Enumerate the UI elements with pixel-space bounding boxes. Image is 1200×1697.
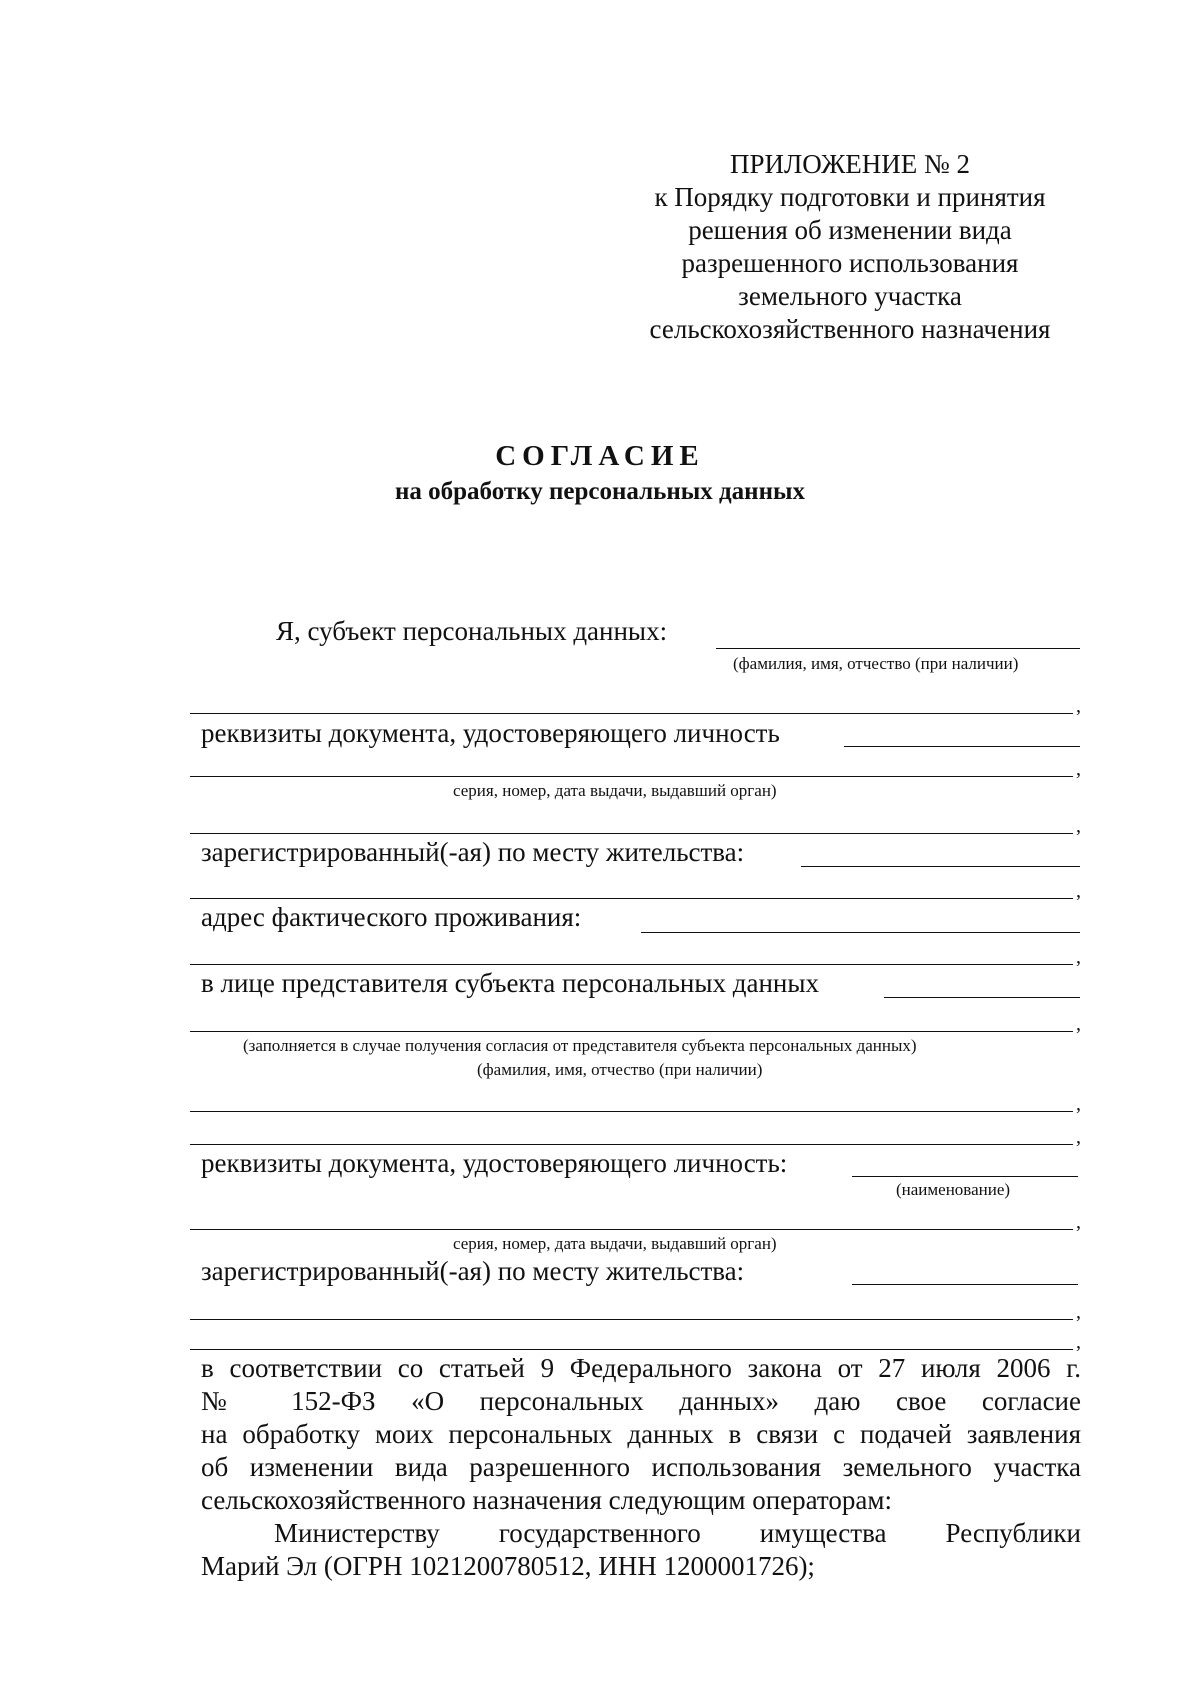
representative-field-line (884, 997, 1080, 998)
rep-doc-hint: серия, номер, дата выдачи, выдавший орган) (453, 1234, 777, 1253)
line-comma: , (1076, 758, 1081, 780)
doc-label: реквизиты документа, удостоверяющего личность (201, 718, 780, 748)
blank-line (190, 964, 1073, 965)
appendix-line: сельскохозяйственного назначения (649, 314, 1051, 344)
line-comma: , (1076, 695, 1081, 717)
rep-doc-name-hint: (наименование) (896, 1180, 1011, 1199)
blank-line (190, 1349, 1073, 1350)
paragraph-line: в соответствии со статьей 9 Федерального закона от 27 июля 2006 г. (201, 1353, 1081, 1383)
blank-line (190, 776, 1073, 777)
line-comma: , (1076, 1211, 1081, 1233)
paragraph-line: на обработку моих персональных данных в связи с подачей заявления (201, 1419, 1081, 1449)
blank-line (190, 833, 1073, 834)
line-comma: , (1076, 1126, 1081, 1148)
rep-doc-label: реквизиты документа, удостоверяющего личность: (201, 1148, 788, 1178)
blank-line (190, 898, 1073, 899)
appendix-number: ПРИЛОЖЕНИЕ № 2 (729, 149, 971, 179)
document-title: СОГЛАСИЕ (495, 440, 705, 472)
doc-field-line (844, 746, 1080, 747)
appendix-line: решения об изменении вида (688, 215, 1012, 245)
doc-hint: серия, номер, дата выдачи, выдавший орган) (453, 781, 777, 800)
appendix-line: земельного участка (738, 281, 962, 311)
representative-fio-hint: (фамилия, имя, отчество (при наличии) (477, 1060, 763, 1079)
rep-registered-label: зарегистрированный(-ая) по месту жительства: (201, 1256, 745, 1286)
line-comma: , (1076, 1093, 1081, 1115)
line-comma: , (1076, 946, 1081, 968)
blank-line (190, 1031, 1073, 1032)
line-comma: , (1076, 1331, 1081, 1353)
representative-label: в лице представителя субъекта персональных данных (201, 968, 820, 998)
line-comma: , (1076, 1301, 1081, 1323)
blank-line (190, 1319, 1073, 1320)
rep-doc-field-line (852, 1176, 1078, 1177)
fio-field-line (716, 648, 1080, 649)
blank-line (190, 1144, 1073, 1145)
paragraph-line: сельскохозяйственного назначения следующим операторам: (201, 1485, 892, 1515)
document-subtitle: на обработку персональных данных (395, 478, 805, 505)
actual-address-field-line (641, 932, 1080, 933)
appendix-header (620, 148, 1080, 346)
operator-line: Министерству государственного имущества Республики (274, 1518, 1081, 1548)
registered-label: зарегистрированный(-ая) по месту жительства: (201, 837, 745, 867)
blank-line (190, 713, 1073, 714)
appendix-line: к Порядку подготовки и принятия (654, 182, 1046, 212)
rep-registered-field-line (852, 1284, 1078, 1285)
line-comma: , (1076, 815, 1081, 837)
registered-field-line (801, 866, 1080, 867)
line-comma: , (1076, 1013, 1081, 1035)
representative-hint: (заполняется в случае получения согласия от представителя субъекта персональных данных) (243, 1036, 917, 1055)
line-comma: , (1076, 880, 1081, 902)
blank-line (190, 1229, 1073, 1230)
subject-label: Я, субъект персональных данных: (276, 616, 668, 646)
blank-line (190, 1111, 1073, 1112)
paragraph-line: об изменении вида разрешенного использования земельного участка (201, 1452, 1081, 1482)
fio-hint: (фамилия, имя, отчество (при наличии) (733, 654, 1019, 673)
appendix-line: разрешенного использования (681, 248, 1019, 278)
operator-line: Марий Эл (ОГРН 1021200780512, ИНН 1200001726); (201, 1551, 815, 1581)
paragraph-line: № 152-ФЗ «О персональных данных» даю свое согласие (201, 1386, 1081, 1416)
actual-address-label: адрес фактического проживания: (201, 902, 582, 932)
consent-paragraph (201, 1352, 1081, 1583)
